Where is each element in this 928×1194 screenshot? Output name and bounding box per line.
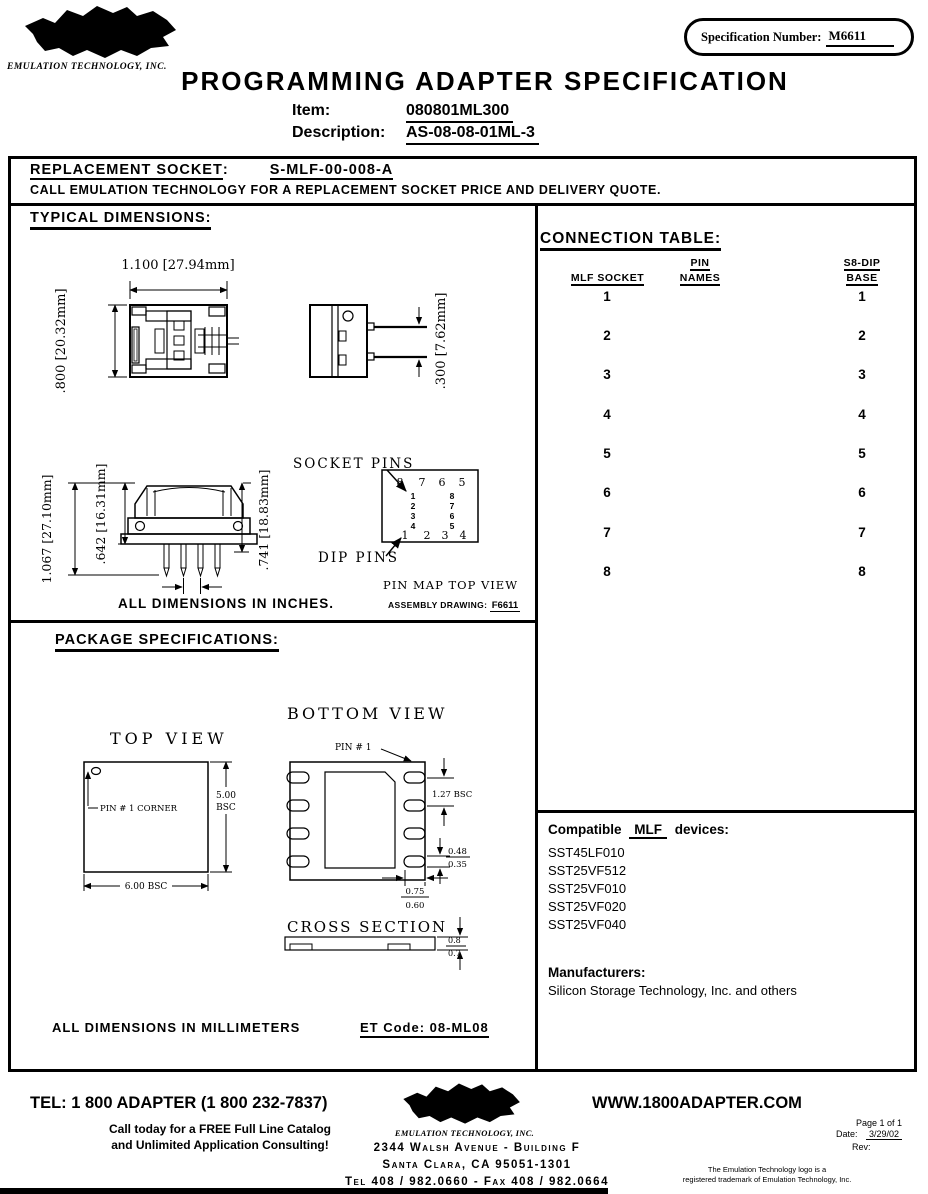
table-row-4-base: 4 xyxy=(858,407,866,422)
description-value: AS-08-08-01ML-3 xyxy=(406,124,539,145)
table-row-3-socket: 3 xyxy=(603,367,611,382)
dim-6mm-label: 6.00 BSC xyxy=(124,882,168,892)
footer-logo-monogram: ET xyxy=(445,1092,479,1119)
footer-website: WWW.1800ADAPTER.COM xyxy=(592,1094,802,1112)
page-title: PROGRAMMING ADAPTER SPECIFICATION xyxy=(181,66,789,96)
pin1-label: PIN # 1 xyxy=(335,743,372,753)
pin1-corner-label: PIN # 1 CORNER xyxy=(100,804,178,814)
socket-side-view xyxy=(310,305,427,377)
dim-035-label: 0.35 xyxy=(448,860,467,870)
col-header-s8dip xyxy=(820,257,904,269)
footer-date-label: Date: xyxy=(836,1129,858,1139)
table-row-8-base: 8 xyxy=(858,564,866,579)
dim-07-label: 0.7 xyxy=(448,949,461,958)
footer-address-line1: 2344 Walsh Avenue - Building F xyxy=(373,1142,581,1154)
bottom-view-label: BOTTOM VIEW xyxy=(287,704,448,723)
device-list-item: SST25VF512 xyxy=(548,863,627,878)
footer-page-number: Page 1 of 1 xyxy=(855,1118,903,1128)
device-list-item: SST25VF040 xyxy=(548,917,627,932)
device-list-item: SST45LF010 xyxy=(548,845,625,860)
logo-monogram: ET xyxy=(80,16,122,51)
dim-048-label: 0.48 xyxy=(448,847,467,857)
width-dimension xyxy=(130,281,227,299)
package-specifications-heading xyxy=(55,632,279,648)
table-row-5-socket: 5 xyxy=(603,446,611,461)
typical-dimensions-heading-text: TYPICAL DIMENSIONS: xyxy=(30,210,211,230)
pinmap-bottom-1: 1 xyxy=(401,529,409,542)
dim-5mm-value: 5.00 xyxy=(215,791,237,801)
table-row-4-socket: 4 xyxy=(603,407,611,422)
pinmap-inner-right-7: 7 xyxy=(449,501,455,511)
footer-phone: TEL: 1 800 ADAPTER (1 800 232-7837) xyxy=(30,1094,328,1112)
manufacturers-value: Silicon Storage Technology, Inc. and others xyxy=(548,983,797,998)
col-header-names xyxy=(660,272,740,284)
all-dims-mm-note: ALL DIMENSIONS IN MILLIMETERS xyxy=(52,1020,301,1035)
page-bottom-scan-bar xyxy=(0,1188,608,1194)
cross-section-drawing xyxy=(285,937,435,950)
col-header-s8dip-text: S8-DIP xyxy=(843,257,881,269)
dim-right-label: .741 [18.83mm] xyxy=(256,469,271,571)
replacement-note: CALL EMULATION TECHNOLOGY FOR A REPLACEMENT SOCKET PRICE AND DELIVERY QUOTE. xyxy=(30,183,662,197)
height-dimension xyxy=(108,305,127,377)
table-row-2-base: 2 xyxy=(858,328,866,343)
compatible-devices-line xyxy=(548,822,729,837)
footer-date-line xyxy=(836,1129,922,1139)
footer-address-line3: Tel 408 / 982.0660 - Fax 408 / 982.0664 xyxy=(345,1176,609,1188)
all-dims-inches-note: ALL DIMENSIONS IN INCHES. xyxy=(118,596,335,611)
footer-address-line2: Santa Clara, CA 95051-1301 xyxy=(382,1159,572,1171)
socket-pins-label: SOCKET PINS xyxy=(293,456,415,472)
pinmap-inner-right-8: 8 xyxy=(449,491,455,501)
divider-vertical xyxy=(535,206,538,1072)
table-row-6-base: 6 xyxy=(858,485,866,500)
table-row-3-base: 3 xyxy=(858,367,866,382)
pinmap-top-7: 7 xyxy=(418,476,426,489)
dim-pin-pitch-label: .300 [7.62mm] xyxy=(434,292,449,390)
pinmap-top-8: 8 xyxy=(396,476,404,489)
dim-width-label: 1.100 [27.94mm] xyxy=(121,258,235,273)
table-row-1-socket: 1 xyxy=(603,289,611,304)
col-header-names-text: NAMES xyxy=(679,272,721,284)
device-list-item: SST25VF020 xyxy=(548,899,627,914)
pinmap-inner-left-3: 3 xyxy=(410,511,416,521)
pin1-arrow xyxy=(381,749,411,761)
pinmap-top-5: 5 xyxy=(458,476,466,489)
footer-trademark xyxy=(662,1165,872,1185)
dim-height-label: .800 [20.32mm] xyxy=(54,288,69,394)
replacement-socket-value: S-MLF-00-008-A xyxy=(269,162,394,178)
pin-map xyxy=(382,470,478,542)
adapter-side-view xyxy=(121,486,257,576)
package-specifications-heading-text: PACKAGE SPECIFICATIONS: xyxy=(55,632,279,652)
top-view-drawing xyxy=(84,762,208,872)
footer-date-value: 3/29/02 xyxy=(866,1129,902,1140)
typical-dimensions-heading xyxy=(30,210,211,226)
compatible-suffix: devices: xyxy=(674,822,729,837)
spec-number-box xyxy=(684,18,914,56)
replacement-socket-line xyxy=(30,162,393,178)
table-row-2-socket: 2 xyxy=(603,328,611,343)
typical-dimensions-drawing-upper xyxy=(35,243,535,443)
bottom-view-drawing xyxy=(287,762,425,880)
table-row-5-base: 5 xyxy=(858,446,866,461)
assembly-drawing-label: ASSEMBLY DRAWING: xyxy=(388,600,488,610)
footer-company-name: EMULATION TECHNOLOGY, INC. xyxy=(394,1128,535,1138)
assembly-drawing-line xyxy=(388,600,520,611)
package-drawings xyxy=(40,660,535,1010)
divider-right-middle xyxy=(538,810,917,813)
pinmap-inner-left-1: 1 xyxy=(410,491,416,501)
compatible-family: MLF xyxy=(629,822,667,839)
et-code: ET Code: 08-ML08 xyxy=(360,1020,489,1038)
pinmap-bottom-4: 4 xyxy=(459,529,467,542)
footer-et-logo xyxy=(403,1082,521,1126)
dim-060-label: 0.60 xyxy=(405,901,425,911)
dim-body-label: .642 [16.31mm] xyxy=(93,463,108,565)
dip-pins-label: DIP PINS xyxy=(318,550,400,566)
divider-left-middle xyxy=(8,620,538,623)
top-view-label: TOP VIEW xyxy=(110,729,228,748)
dim-075-label: 0.75 xyxy=(405,887,425,897)
col-header-pin xyxy=(660,257,740,269)
company-name: EMULATION TECHNOLOGY, INC. xyxy=(7,62,167,72)
et-logo xyxy=(25,4,177,61)
dim-127-label: 1.27 BSC xyxy=(432,790,473,800)
pinmap-inner-right-5: 5 xyxy=(449,521,455,531)
pinmap-bottom-2: 2 xyxy=(423,529,431,542)
cross-section-label: CROSS SECTION xyxy=(287,918,448,936)
col-header-base xyxy=(820,272,904,284)
top-view-height-dim xyxy=(210,762,232,872)
manufacturers-label: Manufacturers: xyxy=(548,965,646,980)
item-label: Item: xyxy=(292,102,331,119)
device-list-item: SST25VF010 xyxy=(548,881,627,896)
pinmap-top-6: 6 xyxy=(438,476,446,489)
spec-number-label: Specification Number: xyxy=(701,29,822,44)
col-header-mlf-socket xyxy=(555,272,660,284)
dim-08-label: 0.8 xyxy=(448,936,461,945)
assembly-drawing-value: F6611 xyxy=(491,600,519,611)
socket-top-view xyxy=(130,305,239,377)
pinmap-inner-left-2: 2 xyxy=(410,501,416,511)
typical-dimensions-drawing-lower xyxy=(35,448,535,620)
connection-table-heading-text: CONNECTION TABLE: xyxy=(540,230,721,251)
dim-5mm-unit: BSC xyxy=(216,803,236,813)
footer-trademark-line1: The Emulation Technology logo is a xyxy=(707,1165,827,1174)
table-row-7-base: 7 xyxy=(858,525,866,540)
description-label: Description: xyxy=(292,124,386,141)
pin-spacing-dimension xyxy=(162,578,222,594)
replacement-socket-colon: : xyxy=(222,162,228,178)
table-row-8-socket: 8 xyxy=(603,564,611,579)
replacement-socket-label: REPLACEMENT SOCKET xyxy=(30,162,223,178)
pinmap-inner-left-4: 4 xyxy=(410,521,416,531)
divider-top xyxy=(8,203,917,206)
table-row-6-socket: 6 xyxy=(603,485,611,500)
item-value: 080801ML300 xyxy=(406,102,513,123)
col-header-base-text: BASE xyxy=(846,272,878,284)
footer-rev-label: Rev: xyxy=(852,1142,871,1152)
pinmap-bottom-3: 3 xyxy=(441,529,449,542)
compatible-prefix: Compatible xyxy=(548,822,622,837)
dim-overall-label: 1.067 [27.10mm] xyxy=(39,474,54,584)
col-header-mlf-socket-text: MLF SOCKET xyxy=(570,272,645,284)
table-row-1-base: 1 xyxy=(858,289,866,304)
pinmap-inner-right-6: 6 xyxy=(449,511,455,521)
footer-catalog-line2: and Unlimited Application Consulting! xyxy=(111,1138,329,1152)
col-header-pin-text: PIN xyxy=(690,257,710,269)
footer-catalog-line1: Call today for a FREE Full Line Catalog xyxy=(108,1122,332,1136)
connection-table-heading xyxy=(540,230,721,248)
pin-map-caption: PIN MAP TOP VIEW xyxy=(383,578,519,592)
table-row-7-socket: 7 xyxy=(603,525,611,540)
footer-trademark-line2: registered trademark of Emulation Technology, Inc. xyxy=(682,1175,852,1184)
spec-number-value: M6611 xyxy=(826,28,894,47)
